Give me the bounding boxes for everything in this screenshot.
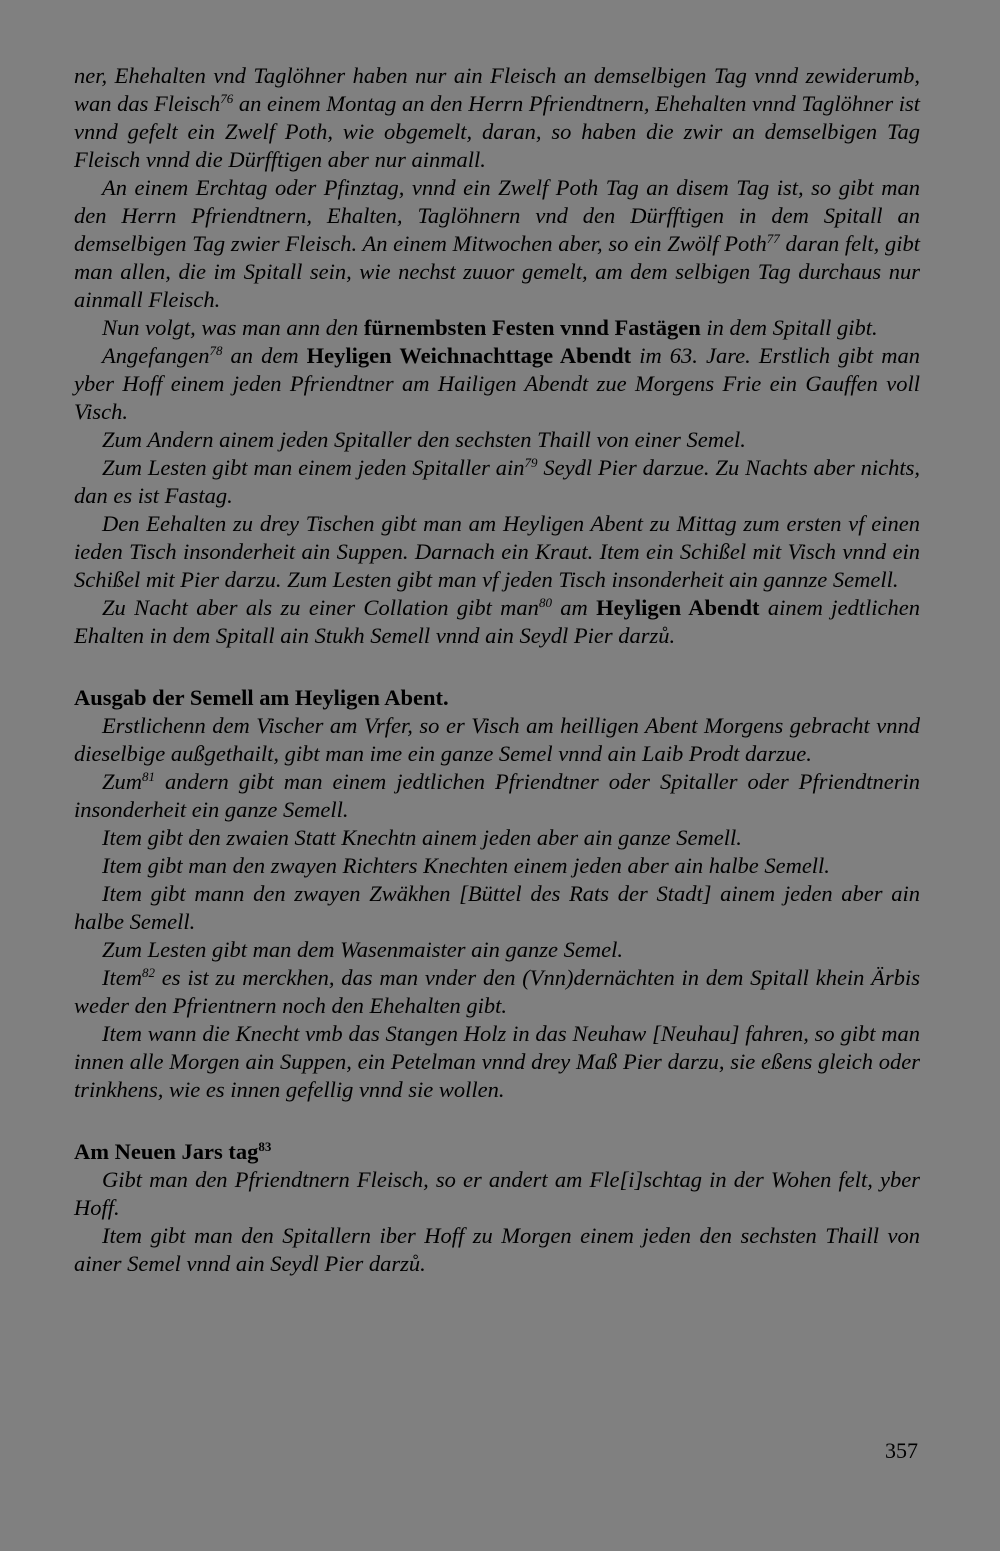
text-run: an einem Montag an den Herrn Pfriendtnern, Ehehalten vnnd Taglöhner ist vnnd gefelt ein Zwelf Poth, wie obgemelt, daran, so haben die zwir an demselbigen Tag Fleisch vnnd die Dürfftigen aber nur ainmall.	[74, 91, 920, 172]
text-run: andern gibt man einem jedtlichen Pfriendtner oder Spitaller oder Pfriendtnerin insonderheit ein ganze Semell.	[74, 769, 920, 822]
bold-text: Heyligen Weichnachttage Abendt	[306, 343, 632, 368]
footnote-marker: 77	[766, 231, 780, 246]
text-run: an dem	[222, 343, 307, 368]
paragraph	[74, 426, 920, 454]
footnote-marker: 83	[258, 1139, 272, 1154]
text-run: Item wann die Knecht vmb das Stangen Holz in das Neuhaw [Neuhau] fahren, so gibt man innen alle Morgen ain Suppen, ein Petelman vnnd drey Maß Pier darzu, sie eßens gleich oder trinkhens, wie es innen gefellig vnnd sie wollen.	[74, 1021, 920, 1102]
footnote-marker: 76	[220, 91, 234, 106]
text-run: Gibt man den Pfriendtnern Fleisch, so er andert am Fle[i]schtag in der Wohen felt, yber Hoff.	[74, 1167, 920, 1220]
paragraph	[74, 1020, 920, 1104]
text-run: in dem Spitall gibt.	[700, 315, 878, 340]
text-run: Item gibt man den zwayen Richters Knechten einem jeden aber ain halbe Semell.	[102, 853, 830, 878]
text-run: Item gibt man den Spitallern iber Hoff zu Morgen einem jeden den sechsten Thaill von ainer Semel vnnd ain Seydl Pier darzů.	[74, 1223, 920, 1276]
paragraph	[74, 594, 920, 650]
text-run: Zum Lesten gibt man einem jeden Spitaller ain	[102, 455, 525, 480]
paragraph	[74, 342, 920, 426]
paragraph	[74, 1166, 920, 1222]
text-run: Zum Andern ainem jeden Spitaller den sechsten Thaill von einer Semel.	[102, 427, 746, 452]
paragraph	[74, 964, 920, 1020]
text-run: Den Eehalten zu drey Tischen gibt man am Heyligen Abent zu Mittag zum ersten vf einen ieden Tisch insonderheit ain Suppen. Darnach ein Kraut. Item ein Schißel mit Visch vnnd ein Schißel mit Pier darzu. Zum Lesten gibt man vf jeden Tisch insonderheit ain gannze Semell.	[74, 511, 920, 592]
text-run: Am Neuen Jars tag	[74, 1139, 259, 1164]
text-run: Angefangen	[102, 343, 210, 368]
paragraph	[74, 936, 920, 964]
paragraph	[74, 768, 920, 824]
page-number: 357	[885, 1438, 918, 1463]
text-run: Nun volgt, was man ann den	[102, 315, 364, 340]
text-run: Seydl Pier darzue. Zu Nachts aber nichts, dan es ist Fastag.	[74, 455, 920, 508]
footnote-marker: 78	[209, 343, 223, 358]
text-run: Zu Nacht aber als zu einer Collation gibt man	[102, 595, 539, 620]
paragraph	[74, 852, 920, 880]
paragraph	[74, 824, 920, 852]
text-run: An einem Erchtag oder Pfinztag, vnnd ein Zwelf Poth Tag an disem Tag ist, so gibt man den Herrn Pfriendtnern, Ehalten, Taglöhnern vnd den Dürfftigen in dem Spitall an demselbigen Tag zwier Fleisch. An einem Mitwochen aber, so ein Zwölf Poth	[74, 175, 920, 256]
paragraph	[74, 314, 920, 342]
text-run: daran felt, gibt man allen, die im Spitall sein, wie nechst zuuor gemelt, am dem selbigen Tag durchaus nur ainmall Fleisch.	[74, 231, 921, 312]
text-run: am	[551, 595, 597, 620]
text-run: Zum	[102, 769, 143, 794]
section-heading	[74, 684, 920, 712]
paragraph	[74, 712, 920, 768]
paragraph	[74, 880, 920, 936]
text-run: Zum Lesten gibt man dem Wasenmaister ain ganze Semel.	[102, 937, 624, 962]
paragraph	[74, 454, 920, 510]
paragraph	[74, 174, 920, 314]
text-run: Ausgab der Semell am Heyligen Abent.	[74, 685, 449, 710]
text-run: Item	[102, 965, 142, 990]
footnote-marker: 80	[538, 595, 552, 610]
text-run: Item gibt mann den zwayen Zwäkhen [Büttel des Rats der Stadt] ainem jeden aber ain halbe Semell.	[74, 881, 920, 934]
footnote-marker: 81	[142, 769, 156, 784]
bold-text: Heyligen Abendt	[596, 595, 760, 620]
text-run: es ist zu merckhen, das man vnder den (Vnn)dernächten in dem Spitall khein Ärbis weder den Pfrientnern noch den Ehehalten gibt.	[74, 965, 920, 1018]
text-run: Item gibt den zwaien Statt Knechtn ainem jeden aber ain ganze Semell.	[102, 825, 742, 850]
paragraph	[74, 510, 920, 594]
footnote-marker: 82	[141, 965, 155, 980]
paragraph	[74, 1222, 920, 1278]
bold-text: fürnembsten Festen vnnd Fastägen	[363, 315, 701, 340]
text-run: ainem jedtlichen Ehalten in dem Spitall ain Stukh Semell vnnd ain Seydl Pier darzů.	[74, 595, 920, 648]
paragraph	[74, 62, 920, 174]
footnote-marker: 79	[524, 455, 538, 470]
text-run: ner, Ehehalten vnd Taglöhner haben nur ain Fleisch an demselbigen Tag vnnd zewiderumb, wan das Fleisch	[74, 63, 920, 116]
text-run: im 63. Jare. Erstlich gibt man yber Hoff einem jeden Pfriendtner am Hailigen Abendt zue Morgens Frie ein Gauffen voll Visch.	[74, 343, 920, 424]
text-run: Erstlichenn dem Vischer am Vrfer, so er Visch am heilligen Abent Morgens gebracht vnnd dieselbige außgethailt, gibt man ime ein ganze Semel vnnd ain Laib Prodt darzue.	[74, 713, 920, 766]
body-text	[74, 62, 920, 1278]
section-heading	[74, 1138, 920, 1166]
